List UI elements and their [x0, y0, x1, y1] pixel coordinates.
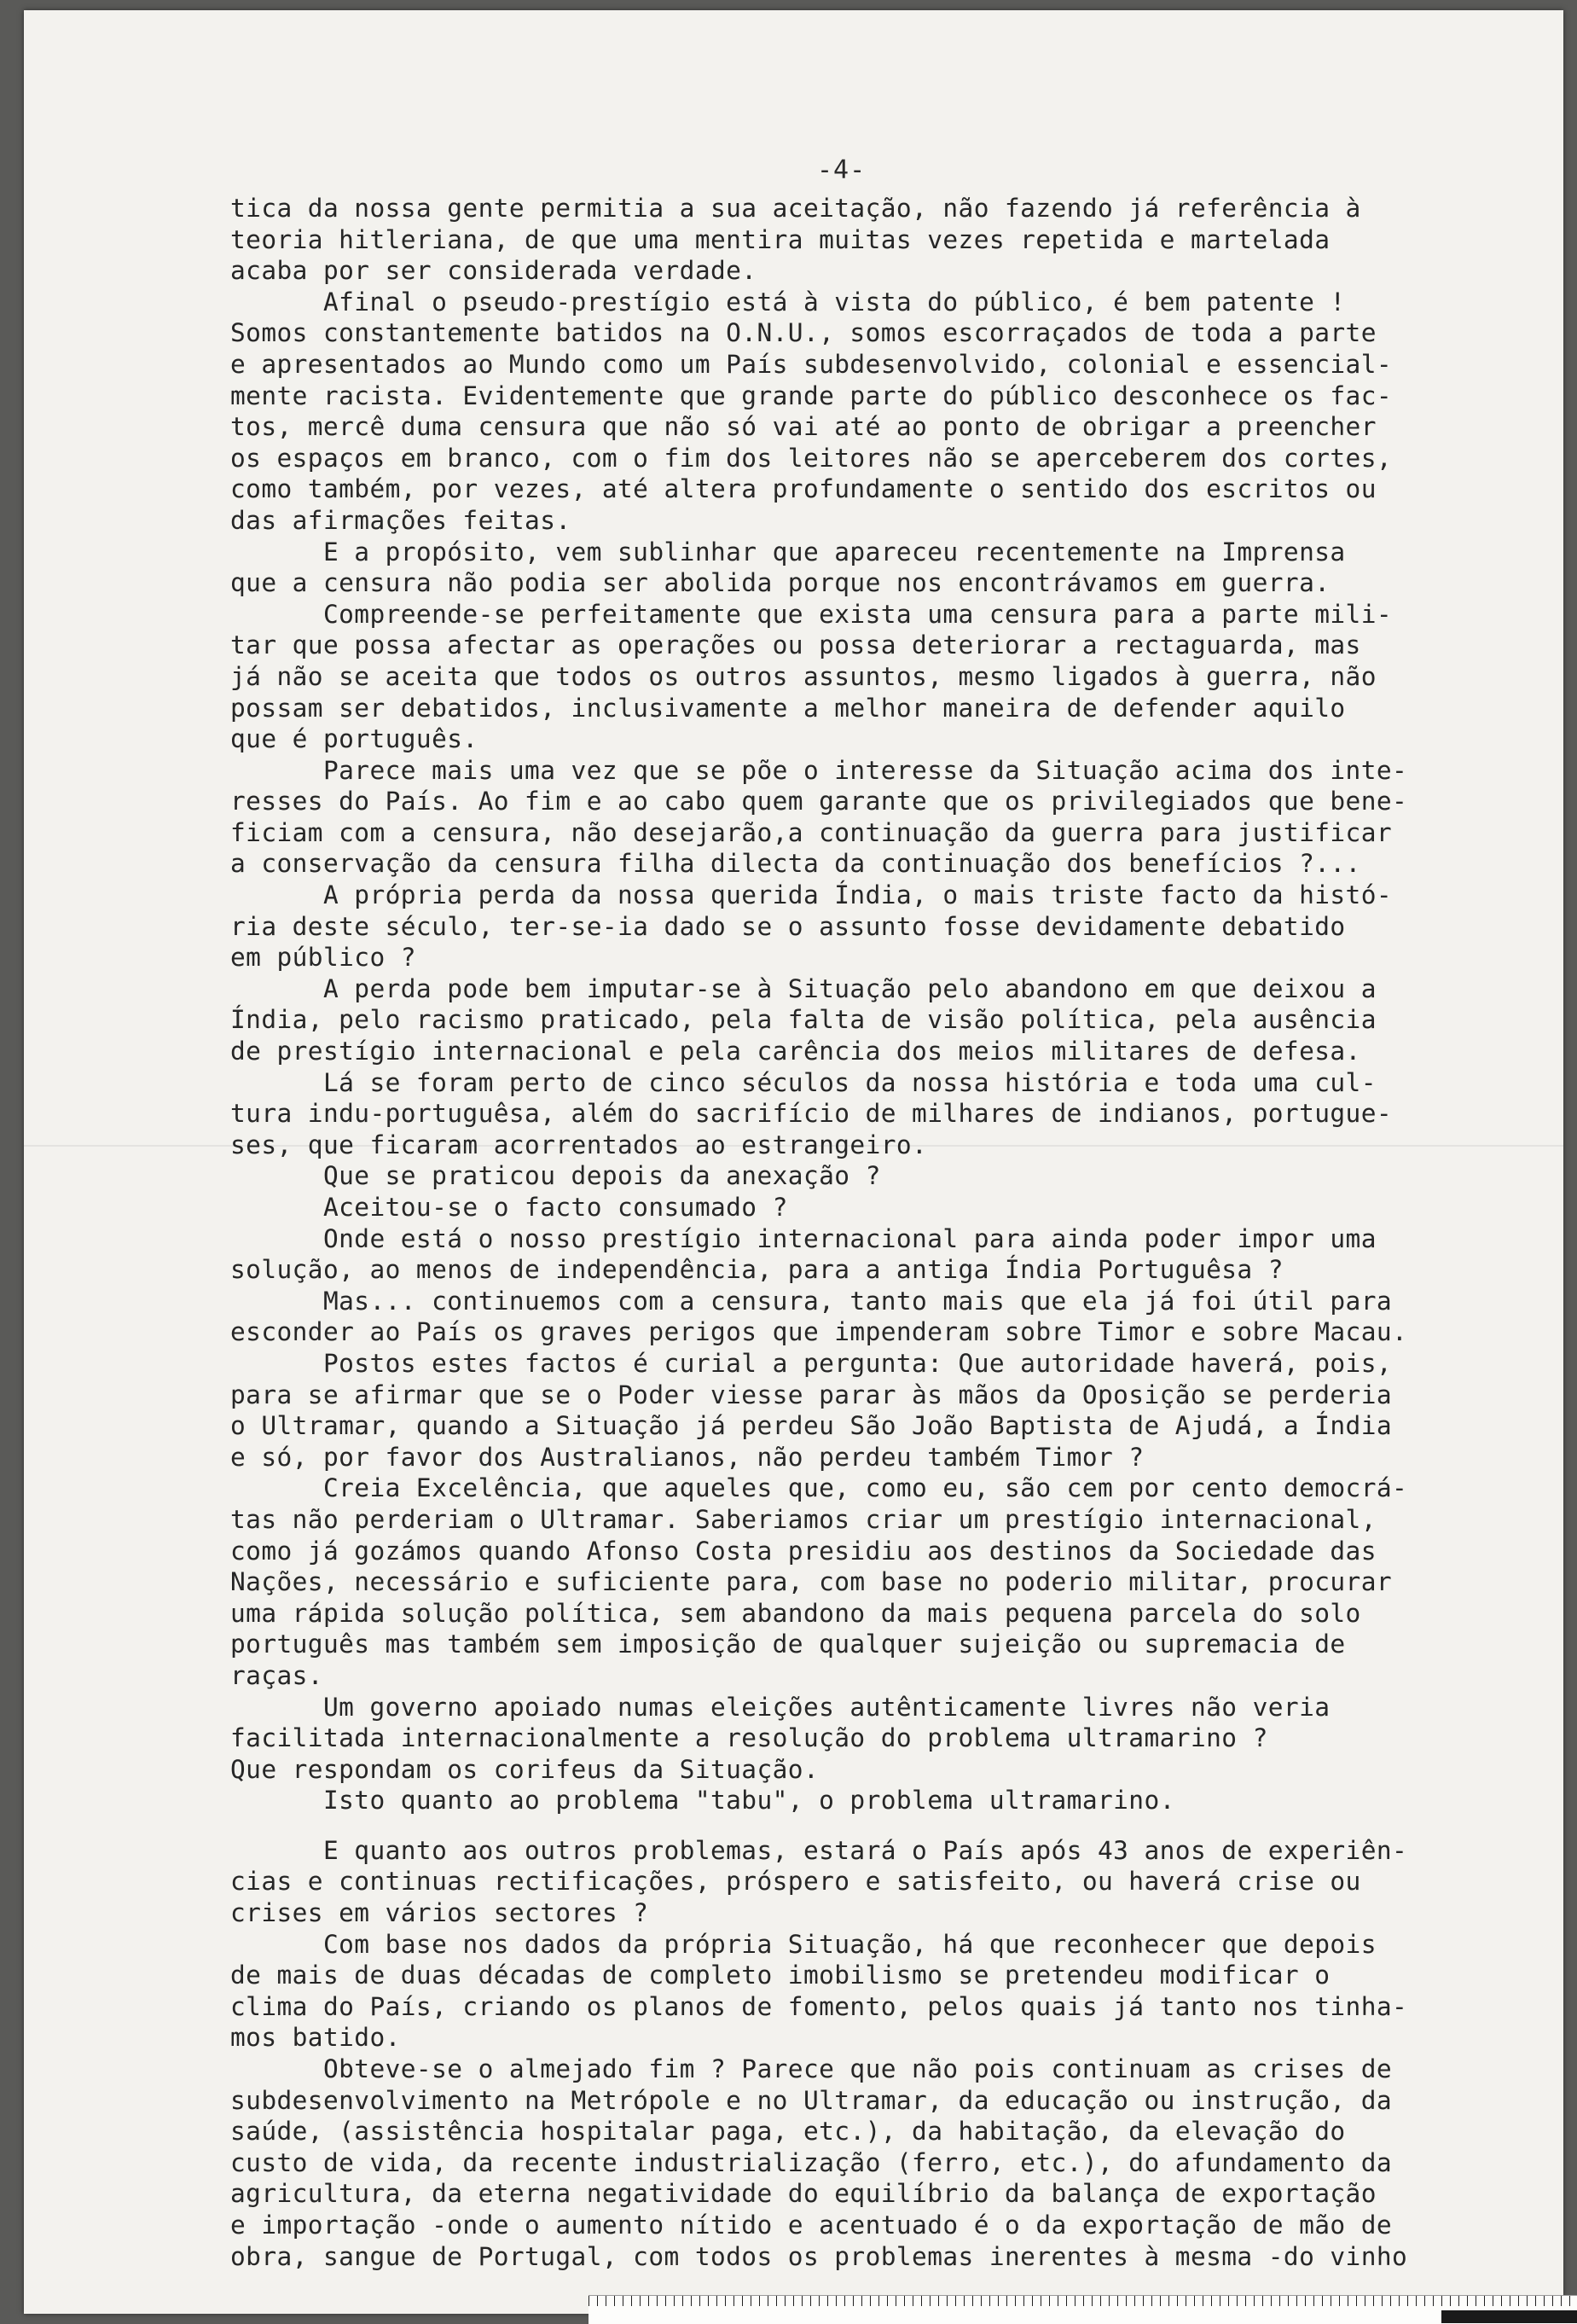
text-line: Um governo apoiado numas eleições autênticamente livres não veria [230, 1692, 1331, 1722]
text-line: tura indu-portuguêsa, além do sacrifício de milhares de indianos, portugue- [230, 1099, 1393, 1129]
text-line: Nações, necessário e suficiente para, com base no poderio militar, procurar [230, 1567, 1393, 1597]
text-line: de mais de duas décadas de completo imobilismo se pretendeu modificar o [230, 1961, 1331, 1990]
text-line: tar que possa afectar as operações ou possa deteriorar a rectaguarda, mas [230, 630, 1361, 660]
text-line: A própria perda da nossa querida Índia, o mais triste facto da histó- [230, 880, 1393, 910]
text-line: teoria hitleriana, de que uma mentira muitas vezes repetida e martelada [230, 224, 1331, 254]
text-line: e apresentados ao Mundo como um País subdesenvolvido, colonial e essencial- [230, 349, 1393, 379]
text-line: custo de vida, da recente industrialização (ferro, etc.), do afundamento da [230, 2147, 1393, 2177]
text-line: como já gozámos quando Afonso Costa presidiu aos destinos da Sociedade das [230, 1536, 1377, 1566]
text-line: para se afirmar que se o Poder viesse parar às mãos da Oposição se perderia [230, 1380, 1393, 1409]
text-line: que é português. [230, 724, 478, 754]
text-line: solução, ao menos de independência, para a antiga Índia Portuguêsa ? [230, 1255, 1284, 1285]
text-line: os espaços em branco, com o fim dos leitores não se aperceberem dos cortes, [230, 443, 1393, 473]
text-line: ria deste século, ter-se-ia dado se o assunto fosse devidamente debatido [230, 911, 1346, 941]
text-line: já não se aceita que todos os outros assuntos, mesmo ligados à guerra, não [230, 661, 1377, 691]
text-line: esconder ao País os graves perigos que impenderam sobre Timor e sobre Macau. [230, 1317, 1408, 1347]
paragraph-gap [230, 1816, 1527, 1835]
text-line: Onde está o nosso prestígio internacional para ainda poder impor uma [230, 1223, 1377, 1253]
text-line: raças. [230, 1660, 323, 1690]
text-line: e importação -onde o aumento nítido e acentuado é o da exportação de mão de [230, 2211, 1393, 2240]
text-line: Obteve-se o almejado fim ? Parece que não pois continuam as crises de [230, 2054, 1393, 2084]
text-line: Com base nos dados da própria Situação, há que reconhecer que depois [230, 1929, 1377, 1959]
text-line: Isto quanto ao problema "tabu", o problema ultramarino. [230, 1786, 1175, 1816]
text-line: Parece mais uma vez que se põe o interesse da Situação acima dos inte- [230, 755, 1408, 785]
text-line: resses do País. Ao fim e ao cabo quem garante que os privilegiados que bene- [230, 787, 1408, 816]
text-line: Somos constantemente batidos na O.N.U., somos escorraçados de toda a parte [230, 318, 1377, 348]
text-line: mos batido. [230, 2023, 401, 2053]
text-line: Mas... continuemos com a censura, tanto mais que ela já foi útil para [230, 1286, 1393, 1316]
text-line: em público ? [230, 943, 416, 973]
text-line: saúde, (assistência hospitalar paga, etc.), da habitação, da elevação do [230, 2117, 1346, 2147]
document-page [24, 10, 1563, 2314]
text-line: português mas também sem imposição de qualquer sujeição ou supremacia de [230, 1630, 1346, 1659]
text-line: subdesenvolvimento na Metrópole e no Ultramar, da educação ou instrução, da [230, 2085, 1393, 2115]
text-line: agricultura, da eterna negatividade do equilíbrio da balança de exportação [230, 2179, 1377, 2209]
body-text [230, 193, 1527, 2272]
text-line: ficiam com a censura, não desejarão,a continuação da guerra para justificar [230, 817, 1393, 847]
text-line: Lá se foram perto de cinco séculos da nossa história e toda uma cul- [230, 1067, 1377, 1097]
text-line: acaba por ser considerada verdade. [230, 256, 757, 286]
text-line: clima do País, criando os planos de fomento, pelos quais já tanto nos tinha- [230, 1991, 1408, 2021]
text-line: facilitada internacionalmente a resolução do problema ultramarino ? [230, 1723, 1268, 1753]
measurement-ruler [588, 2295, 1577, 2324]
ruler-end-block [1441, 2310, 1577, 2323]
text-line: que a censura não podia ser abolida porque nos encontrávamos em guerra. [230, 568, 1331, 598]
text-line: ses, que ficaram acorrentados ao estrangeiro. [230, 1130, 928, 1159]
text-line: e só, por favor dos Australianos, não perdeu também Timor ? [230, 1442, 1145, 1472]
text-line: de prestígio internacional e pela carência dos meios militares de defesa. [230, 1037, 1361, 1066]
text-line: Índia, pelo racismo praticado, pela falta de visão política, pela ausência [230, 1005, 1377, 1035]
text-line: Compreende-se perfeitamente que exista uma censura para a parte mili- [230, 599, 1393, 629]
text-line: Creia Excelência, que aqueles que, como eu, são cem por cento democrá- [230, 1473, 1408, 1503]
text-line: Que se praticou depois da anexação ? [230, 1161, 881, 1191]
text-line: crises em vários sectores ? [230, 1898, 649, 1928]
text-line: uma rápida solução política, sem abandono da mais pequena parcela do solo [230, 1598, 1361, 1628]
text-line: E quanto aos outros problemas, estará o País após 43 anos de experiên- [230, 1835, 1408, 1865]
text-line: Postos estes factos é curial a pergunta: Que autoridade haverá, pois, [230, 1348, 1393, 1378]
text-line: tos, mercê duma censura que não só vai até ao ponto de obrigar a preencher [230, 412, 1377, 442]
text-line: tas não perderiam o Ultramar. Saberiamos criar um prestígio internacional, [230, 1504, 1377, 1534]
text-line: tica da nossa gente permitia a sua aceitação, não fazendo já referência à [230, 194, 1361, 223]
text-line: mente racista. Evidentemente que grande parte do público desconhece os fac- [230, 381, 1393, 410]
text-line: E a propósito, vem sublinhar que apareceu recentemente na Imprensa [230, 537, 1346, 566]
text-line: a conservação da censura filha dilecta da continuação dos benefícios ?... [230, 849, 1361, 879]
text-line: Que respondam os corifeus da Situação. [230, 1754, 820, 1784]
text-line: Afinal o pseudo-prestígio está à vista do público, é bem patente ! [230, 287, 1346, 317]
text-line: cias e continuas rectificações, próspero e satisfeito, ou haverá crise ou [230, 1867, 1361, 1897]
text-line: das afirmações feitas. [230, 505, 571, 535]
page-number: -4- [817, 155, 867, 185]
text-line: Aceitou-se o facto consumado ? [230, 1193, 788, 1222]
text-line: como também, por vezes, até altera profundamente o sentido dos escritos ou [230, 474, 1377, 504]
text-line: A perda pode bem imputar-se à Situação pelo abandono em que deixou a [230, 973, 1377, 1003]
text-line: o Ultramar, quando a Situação já perdeu São João Baptista de Ajudá, a Índia [230, 1411, 1393, 1441]
text-line: possam ser debatidos, inclusivamente a melhor maneira de defender aquilo [230, 693, 1346, 723]
text-line: obra, sangue de Portugal, com todos os problemas inerentes à mesma -do vinho [230, 2241, 1408, 2271]
